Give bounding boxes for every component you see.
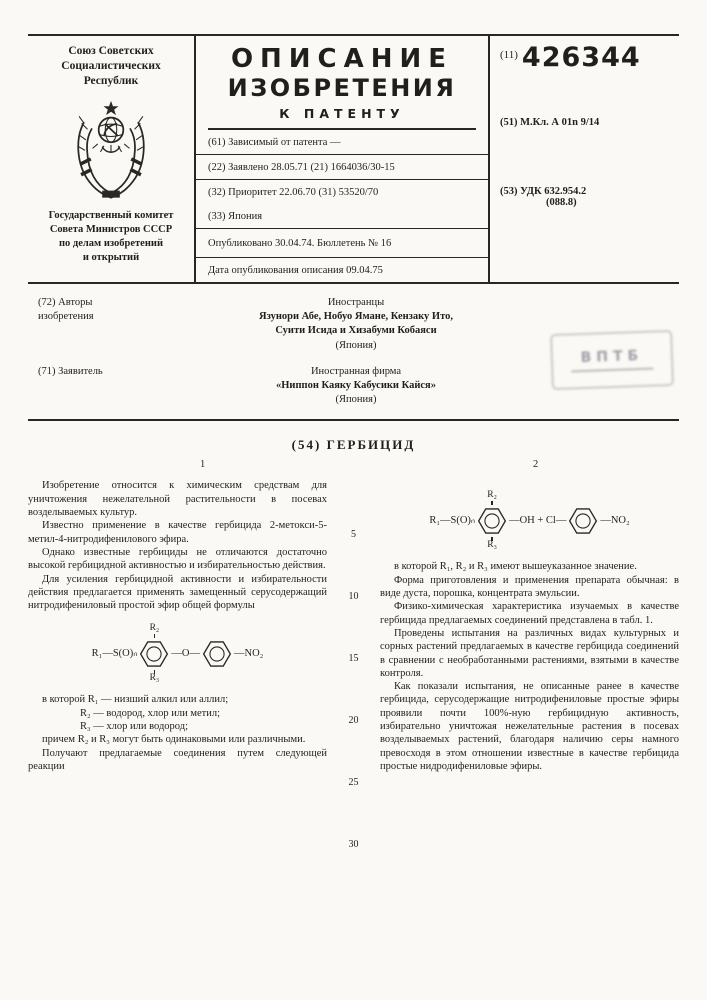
paragraph: Получают предлагаемые соединения путем следующей реакции <box>28 747 327 773</box>
authors-value <box>186 296 526 353</box>
union-name-line3: Республик <box>83 74 139 87</box>
substituent-r3-label: R₃ <box>149 672 160 683</box>
paragraph: Форма приготовления и применения препарата обычная: в виде дуста, порошка, концентрата эмульсии. <box>380 574 679 599</box>
formula-bridge: —OH + Cl— <box>509 515 567 527</box>
line-number: 20 <box>348 715 359 727</box>
state-committee <box>34 209 188 266</box>
line-number-gutter <box>327 479 380 851</box>
document-body <box>28 475 679 851</box>
benzene-ring-substituted <box>477 491 507 550</box>
definition-line: в которой R₁ — низший алкил или аллил; <box>42 694 229 706</box>
formula-suffix: —NO₂ <box>600 515 630 527</box>
line-number: 25 <box>348 777 359 789</box>
body-column-left <box>28 479 327 773</box>
doc-number-row <box>500 42 675 73</box>
udc-line1: (53) УДК 632.954.2 <box>500 186 587 197</box>
column-number-left: 1 <box>200 459 206 471</box>
doc-subtitle: К ПАТЕНТУ <box>208 106 476 130</box>
authors-label <box>28 296 186 353</box>
authors-country: (Япония) <box>335 339 377 351</box>
formula-prefix: R₁—S(O)ₙ <box>91 648 138 660</box>
substituent-r2-label: R₂ <box>487 490 497 501</box>
document-type-block <box>194 36 490 282</box>
authors-names-line1: Язунори Абе, Нобуо Ямане, Кензаку Ито, <box>259 311 453 323</box>
invention-title: (54) ГЕРБИЦИД <box>291 437 416 453</box>
doc-number-label: (11) <box>500 49 518 61</box>
authors-label-line2: изобретения <box>38 310 94 322</box>
column-number-right: 2 <box>533 459 539 471</box>
paragraph: Для усиления гербицидной активности и избирательности действия предлагается применять замещенный серусодержащий нитродифениловый простой эфир общей формулы <box>28 573 327 612</box>
library-stamp <box>550 330 674 390</box>
line-number: 30 <box>348 839 359 851</box>
doc-title-line1: ОПИСАНИЕ <box>230 44 454 74</box>
benzene-ring-substituted <box>139 624 169 683</box>
paragraph: Известно применение в качестве гербицида 2-метокси-5-метил-4-нитродифенилового эфира. <box>28 520 327 545</box>
committee-line3: по делам изобретений <box>59 238 163 250</box>
applicant-label <box>28 365 186 408</box>
benzene-ring-icon <box>139 638 169 670</box>
field-filing-date: (22) Заявлено 28.05.71 (21) 1664036/30-15 <box>196 155 488 180</box>
applicant-label-text: (71) Заявитель <box>38 365 103 377</box>
udc-line2: (088.8) <box>546 197 577 208</box>
substituent-r2-label: R₂ <box>149 623 160 634</box>
applicant-name: «Ниппон Каяку Кабусики Кайся» <box>276 379 436 391</box>
formula-prefix: R₁—S(O)ₙ <box>429 515 476 527</box>
applicant-intro: Иностранная фирма <box>310 365 402 377</box>
paragraph: Физико-химическая характеристика изучаемых в качестве гербицида предлагаемых соединений представлена в табл. 1. <box>380 601 679 626</box>
authors-intro: Иностранцы <box>327 297 385 308</box>
issuing-authority-block <box>28 36 194 282</box>
field-priority: (32) Приоритет 22.06.70 (31) 53520/70 <box>208 187 379 198</box>
substituent-r3-label: R₃ <box>487 539 497 550</box>
paragraph: Изобретение относится к химическим средствам для уничтожения нежелательной растительности в посевах возделываемых культур. <box>28 480 327 518</box>
definition-line: причем R₂ и R₃ могут быть одинаковыми или различными. <box>42 734 306 746</box>
union-name <box>34 44 188 89</box>
field-ipc-class: (51) М.Кл. А 01n 9/14 <box>500 117 600 128</box>
applicant-country: (Япония) <box>335 394 377 406</box>
benzene-ring-icon <box>477 505 507 537</box>
parties-section <box>28 284 679 421</box>
paragraph: в которой R₁, R₂ и R₃ имеют вышеуказанное значение. <box>394 561 637 573</box>
ussr-coat-of-arms-icon <box>67 99 155 203</box>
line-number: 10 <box>348 591 359 603</box>
authors-names-line2: Суити Исида и Хизабуми Кобаяси <box>275 325 437 337</box>
column-numbers <box>28 459 679 475</box>
union-name-line1: Союз Советских <box>68 45 154 57</box>
chemical-formula-reaction <box>380 491 679 550</box>
field-publication: Опубликовано 30.04.74. Бюллетень № 16 <box>196 229 488 258</box>
committee-line4: и открытий <box>82 252 140 264</box>
field-dependent-patent: (61) Зависимый от патента — <box>196 130 488 155</box>
benzene-ring-icon <box>202 638 232 670</box>
doc-number-block <box>490 36 679 282</box>
doc-title-line2: ИЗОБРЕТЕНИЯ <box>227 74 457 102</box>
authors-label-line1: (72) Авторы <box>38 297 93 308</box>
substituent-definitions <box>28 693 327 746</box>
committee-line2: Совета Министров СССР <box>49 223 173 235</box>
paragraph: Однако известные гербициды не отличаются достаточно высокой гербицидной активностью и избирательностью действия. <box>28 546 327 572</box>
committee-line1: Государственный комитет <box>48 209 174 221</box>
definition-line: R₃ — хлор или водород; <box>80 721 189 733</box>
doc-number: 426344 <box>521 42 641 73</box>
document-header <box>28 34 679 284</box>
applicant-value <box>186 365 526 408</box>
field-udc <box>500 186 675 208</box>
paragraph: Проведены испытания на различных видах культурных и сорных растений предлагаемых в качестве гербицида соединений в сравнении с необработанными растениями, взятыми в качестве контроля. <box>380 627 679 679</box>
field-priority-country: (33) Япония <box>196 204 488 229</box>
line-number: 5 <box>351 529 356 541</box>
formula-bridge: —O— <box>171 648 201 660</box>
union-name-line2: Социалистических <box>61 59 161 72</box>
formula-suffix: —NO₂ <box>234 648 264 660</box>
body-column-right <box>380 479 679 773</box>
library-stamp-text: ВПТБ <box>580 347 644 367</box>
field-description-date: Дата опубликования описания 09.04.75 <box>208 265 383 276</box>
chemical-formula-general <box>28 624 327 683</box>
paragraph: Как показали испытания, не описанные ранее в качестве гербицида, серусодержащие нитродифениловые простые эфиры проявили почти 100%-ную гербицидную активность, избирательно уничтожая нежелательные растения в посевах возделываемых растений, благодаря наличию серы намного превосходя в этом отношении известные в качестве гербицида простые нидродифениловые эфиры. <box>380 681 679 773</box>
line-number: 15 <box>348 653 359 665</box>
definition-line: R₂ — водород, хлор или метил; <box>80 707 221 719</box>
benzene-ring-icon <box>568 505 598 537</box>
